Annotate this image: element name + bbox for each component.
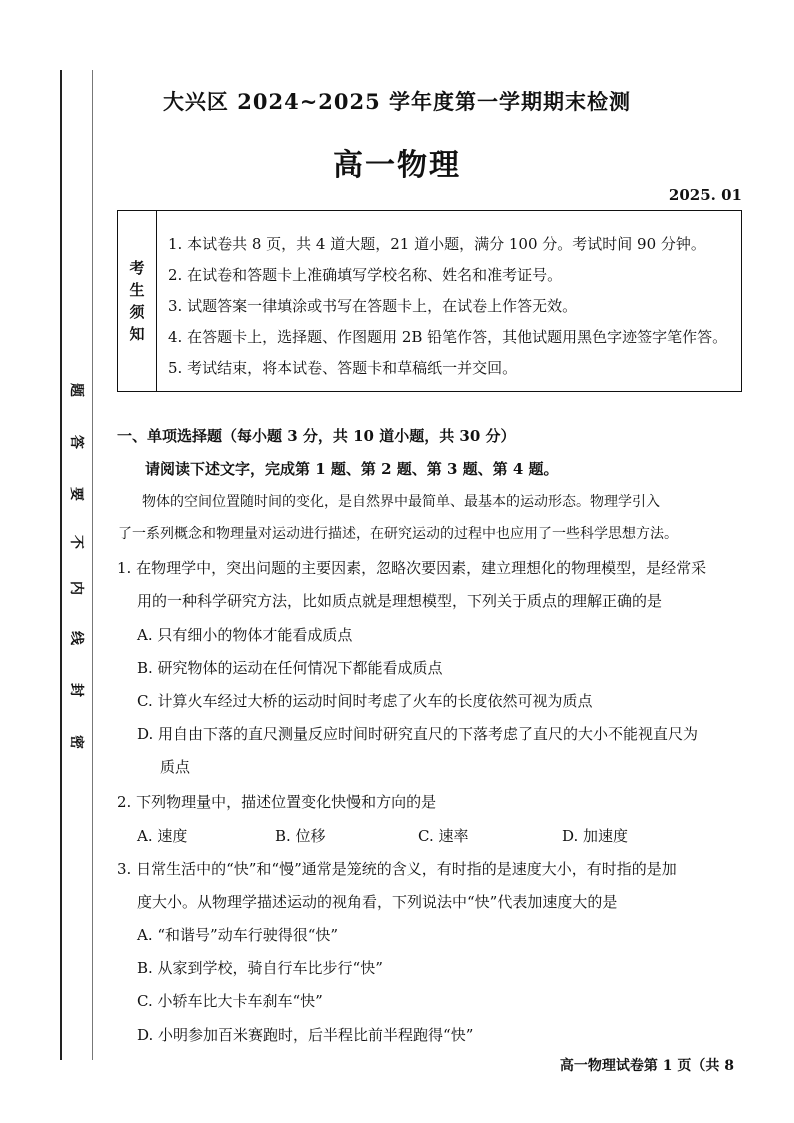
q2-stem: 2. 下列物理量中，描述位置变化快慢和方向的是 bbox=[117, 793, 437, 811]
exam-date: 2025. 01 bbox=[668, 186, 742, 204]
q3-option-a: A. “和谐号”动车行驶得很“快” bbox=[137, 926, 339, 944]
q2-option-a: A. 速度 bbox=[137, 827, 188, 845]
notice-label-char: 考 bbox=[129, 259, 145, 277]
notice-label-char: 须 bbox=[129, 303, 145, 321]
q2-option-b: B. 位移 bbox=[275, 827, 326, 845]
notice-item: 5. 考试结束，将本试卷、答题卡和草稿纸一并交回。 bbox=[168, 359, 518, 377]
q2-option-c: C. 速率 bbox=[418, 827, 469, 845]
q1-stem-cont: 用的一种科学研究方法，比如质点就是理想模型，下列关于质点的理解正确的是 bbox=[137, 592, 663, 610]
q1-stem: 1. 在物理学中，突出问题的主要因素，忽略次要因素，建立理想化的物理模型，是经常采 bbox=[117, 559, 707, 577]
notice-label-char: 知 bbox=[129, 325, 145, 343]
q1-option-a: A. 只有细小的物体才能看成质点 bbox=[137, 626, 353, 644]
exam-title: 大兴区 2024~2025 学年度第一学期期末检测 bbox=[162, 89, 632, 114]
q3-option-d: D. 小明参加百米赛跑时，后半程比前半程跑得“快” bbox=[137, 1026, 474, 1044]
passage-line: 了一系列概念和物理量对运动进行描述，在研究运动的过程中也应用了一些科学思想方法。 bbox=[118, 526, 678, 542]
notice-item: 4. 在答题卡上，选择题、作图题用 2B 铅笔作答，其他试题用黑色字迹签字笔作答。 bbox=[168, 328, 728, 346]
q1-option-d: D. 用自由下落的直尺测量反应时间时研究直尺的下落考虑了直尺的大小不能视直尺为 bbox=[137, 725, 699, 743]
candidate-notice-box bbox=[117, 210, 742, 392]
binding-char: 要 bbox=[68, 487, 84, 501]
q3-stem: 3. 日常生活中的“快”和“慢”通常是笼统的含义，有时指的是速度大小，有时指的是加 bbox=[117, 860, 677, 878]
page-footer: 高一物理试卷第 1 页（共 8 bbox=[559, 1058, 734, 1074]
notice-items bbox=[168, 229, 727, 384]
notice-label bbox=[118, 211, 157, 391]
binding-line-inner bbox=[92, 70, 93, 1060]
reading-instruction: 请阅读下述文字，完成第 1 题、第 2 题、第 3 题、第 4 题。 bbox=[145, 460, 559, 478]
notice-label-char: 生 bbox=[129, 281, 145, 299]
q3-stem-cont: 度大小。从物理学描述运动的视角看，下列说法中“快”代表加速度大的是 bbox=[137, 893, 618, 911]
q2-option-d: D. 加速度 bbox=[562, 827, 629, 845]
q3-option-c: C. 小轿车比大卡车刹车“快” bbox=[137, 992, 323, 1010]
notice-item: 2. 在试卷和答题卡上准确填写学校名称、姓名和准考证号。 bbox=[168, 266, 563, 284]
binding-char: 密 bbox=[68, 735, 84, 749]
binding-line bbox=[60, 70, 62, 1060]
q1-option-b: B. 研究物体的运动在任何情况下都能看成质点 bbox=[137, 659, 443, 677]
subject-title: 高一物理 bbox=[333, 148, 461, 183]
q3-option-b: B. 从家到学校，骑自行车比步行“快” bbox=[137, 959, 383, 977]
binding-char: 内 bbox=[68, 581, 84, 595]
q1-option-d-cont: 质点 bbox=[160, 758, 191, 776]
notice-item: 1. 本试卷共 8 页，共 4 道大题，21 道小题，满分 100 分。考试时间 90 分钟。 bbox=[168, 235, 706, 253]
binding-char: 封 bbox=[68, 683, 84, 697]
binding-char: 答 bbox=[68, 435, 84, 449]
binding-char: 线 bbox=[68, 631, 84, 645]
passage-line: 物体的空间位置随时间的变化，是自然界中最简单、最基本的运动形态。物理学引入 bbox=[142, 494, 660, 510]
section-title: 一、单项选择题（每小题 3 分，共 10 道小题，共 30 分） bbox=[117, 427, 516, 445]
notice-item: 3. 试题答案一律填涂或书写在答题卡上，在试卷上作答无效。 bbox=[168, 297, 578, 315]
q1-option-c: C. 计算火车经过大桥的运动时间时考虑了火车的长度依然可视为质点 bbox=[137, 692, 593, 710]
binding-char: 题 bbox=[68, 383, 84, 397]
binding-char: 不 bbox=[68, 535, 84, 549]
